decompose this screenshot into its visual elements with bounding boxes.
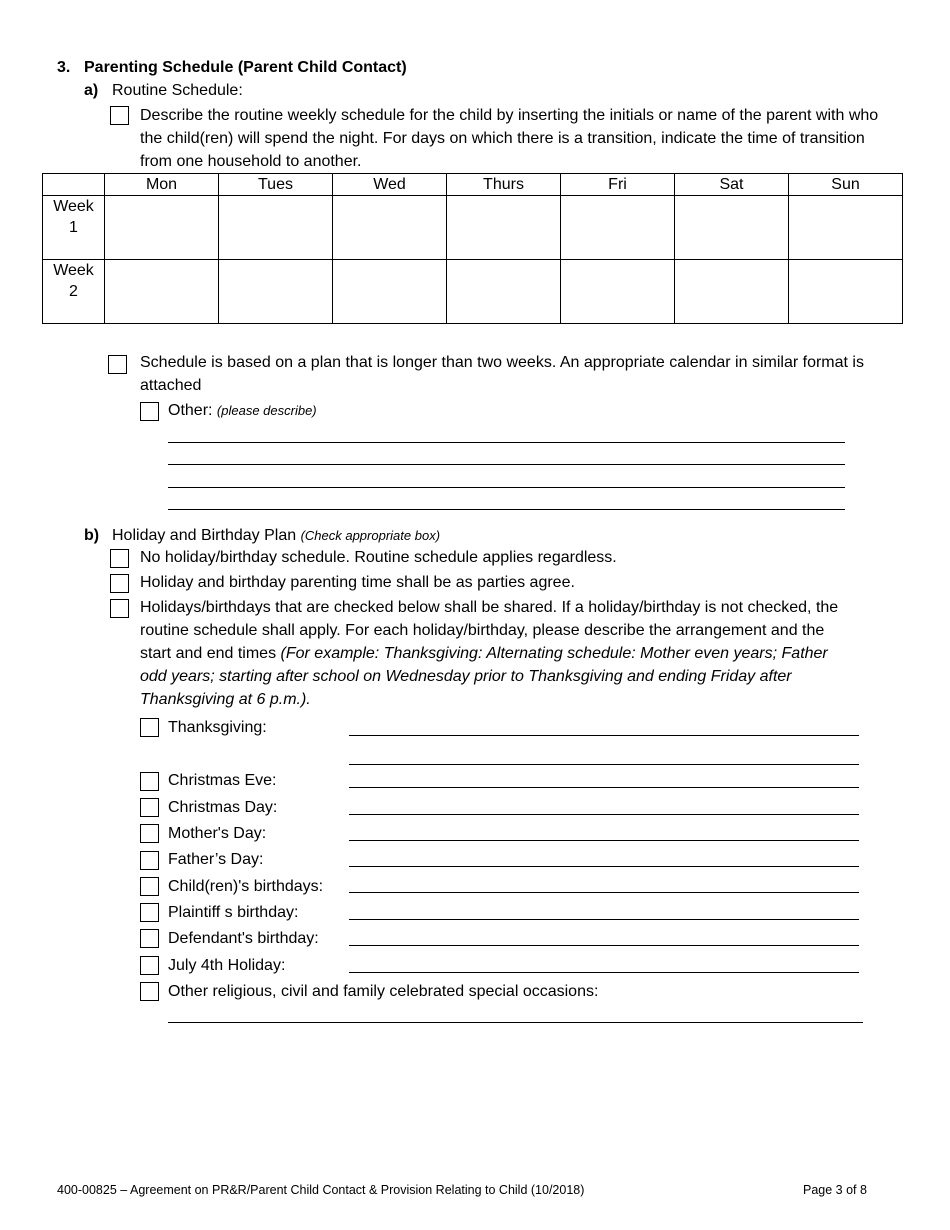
thanksgiving-line-1[interactable] bbox=[349, 735, 859, 736]
july-4th-label: July 4th Holiday: bbox=[168, 957, 286, 974]
defendants-birthday-checkbox[interactable] bbox=[140, 929, 159, 948]
week-1-mon-cell[interactable] bbox=[105, 196, 219, 260]
weekly-schedule-table bbox=[42, 173, 903, 324]
christmas-day-label: Christmas Day: bbox=[168, 799, 278, 816]
christmas-eve-label: Christmas Eve: bbox=[168, 772, 277, 789]
other-schedule-label: Other: (please describe) bbox=[168, 402, 317, 419]
column-header-sun: Sun bbox=[789, 174, 903, 196]
childrens-birthdays-checkbox[interactable] bbox=[140, 877, 159, 896]
childrens-birthdays-label: Child(ren)'s birthdays: bbox=[168, 878, 324, 895]
plaintiffs-birthday-label: Plaintiff s birthday: bbox=[168, 904, 299, 921]
mothers-day-label: Mother's Day: bbox=[168, 825, 267, 842]
section-number: 3. bbox=[57, 59, 71, 76]
fathers-day-line[interactable] bbox=[349, 866, 859, 867]
parties-agree-text: Holiday and birthday parenting time shall be as parties agree. bbox=[140, 574, 575, 591]
other-description-line-3[interactable] bbox=[168, 487, 845, 488]
routine-title: Routine Schedule: bbox=[112, 82, 243, 99]
schedule-row-week-2 bbox=[43, 260, 903, 324]
week-2-thurs-cell[interactable] bbox=[447, 260, 561, 324]
week-2-fri-cell[interactable] bbox=[561, 260, 675, 324]
holiday-letter: b) bbox=[84, 527, 100, 544]
week-2-sat-cell[interactable] bbox=[675, 260, 789, 324]
mothers-day-checkbox[interactable] bbox=[140, 824, 159, 843]
july-4th-checkbox[interactable] bbox=[140, 956, 159, 975]
christmas-eve-line[interactable] bbox=[349, 787, 859, 788]
thanksgiving-line-2[interactable] bbox=[349, 764, 859, 765]
week-2-sun-cell[interactable] bbox=[789, 260, 903, 324]
other-occasions-line[interactable] bbox=[168, 1022, 863, 1023]
schedule-row-week-1 bbox=[43, 196, 903, 260]
other-schedule-hint: (please describe) bbox=[216, 403, 317, 418]
week-1-sun-cell[interactable] bbox=[789, 196, 903, 260]
week-1-sat-cell[interactable] bbox=[675, 196, 789, 260]
shared-holidays-checkbox[interactable] bbox=[110, 599, 129, 618]
row-label-week-1: Week 1 bbox=[43, 196, 105, 260]
week-1-thurs-cell[interactable] bbox=[447, 196, 561, 260]
week-2-wed-cell[interactable] bbox=[333, 260, 447, 324]
week-1-fri-cell[interactable] bbox=[561, 196, 675, 260]
shared-holidays-text: Holidays/birthdays that are checked below shall be shared. If a holiday/birthday is not checked, the routine schedule shall apply. For each holiday/birthday, please describe the arrangement and the start and end times (For example: Thanksgiving: Alternating schedule: Mother even years; Father odd years; starting after school on Wednesday prior to Thanksgiving and ending Friday after Thanksgiving at 6 p.m.). bbox=[140, 599, 839, 708]
column-header-fri: Fri bbox=[561, 174, 675, 196]
thanksgiving-checkbox[interactable] bbox=[140, 718, 159, 737]
mothers-day-line[interactable] bbox=[349, 840, 859, 841]
footer-form-id: 400-00825 – Agreement on PR&R/Parent Child Contact & Provision Relating to Child (10/2018) bbox=[57, 1183, 585, 1197]
longer-plan-text: Schedule is based on a plan that is longer than two weeks. An appropriate calendar in similar format is attached bbox=[140, 354, 864, 394]
week-1-wed-cell[interactable] bbox=[333, 196, 447, 260]
other-description-line-1[interactable] bbox=[168, 442, 845, 443]
column-header-wed: Wed bbox=[333, 174, 447, 196]
routine-description: Describe the routine weekly schedule for the child by inserting the initials or name of the parent with who the child(ren) will spend the night. For days on which there is a transition, indicate the time of transition from one household to another. bbox=[140, 107, 879, 170]
schedule-header-row bbox=[43, 174, 903, 196]
week-2-mon-cell[interactable] bbox=[105, 260, 219, 324]
christmas-day-line[interactable] bbox=[349, 814, 859, 815]
column-header-sat: Sat bbox=[675, 174, 789, 196]
footer-page-number: Page 3 of 8 bbox=[803, 1183, 867, 1197]
routine-description-checkbox[interactable] bbox=[110, 106, 129, 125]
routine-letter: a) bbox=[84, 82, 99, 99]
column-header-mon: Mon bbox=[105, 174, 219, 196]
july-4th-line[interactable] bbox=[349, 972, 859, 973]
fathers-day-label: Father’s Day: bbox=[168, 851, 264, 868]
childrens-birthdays-line[interactable] bbox=[349, 892, 859, 893]
holiday-title-hint: (Check appropriate box) bbox=[300, 528, 441, 543]
christmas-eve-checkbox[interactable] bbox=[140, 772, 159, 791]
section-title: Parenting Schedule (Parent Child Contact) bbox=[84, 59, 407, 76]
thanksgiving-label: Thanksgiving: bbox=[168, 719, 267, 736]
schedule-corner-cell bbox=[43, 174, 105, 196]
christmas-day-checkbox[interactable] bbox=[140, 798, 159, 817]
week-2-tues-cell[interactable] bbox=[219, 260, 333, 324]
week-1-tues-cell[interactable] bbox=[219, 196, 333, 260]
fathers-day-checkbox[interactable] bbox=[140, 851, 159, 870]
other-occasions-label: Other religious, civil and family celebrated special occasions: bbox=[168, 983, 599, 1000]
no-holiday-schedule-checkbox[interactable] bbox=[110, 549, 129, 568]
column-header-tues: Tues bbox=[219, 174, 333, 196]
holiday-title: Holiday and Birthday Plan (Check appropriate box) bbox=[112, 527, 441, 544]
no-holiday-schedule-text: No holiday/birthday schedule. Routine schedule applies regardless. bbox=[140, 549, 617, 566]
plaintiffs-birthday-checkbox[interactable] bbox=[140, 903, 159, 922]
plaintiffs-birthday-line[interactable] bbox=[349, 919, 859, 920]
other-schedule-checkbox[interactable] bbox=[140, 402, 159, 421]
defendants-birthday-label: Defendant's birthday: bbox=[168, 930, 319, 947]
shared-holidays-example: (For example: Thanksgiving: Alternating schedule: Mother even years; Father odd years; starting after school on Wednesday prior to Thanksgiving and ending Friday after Thanksgiving at 6 p.m.). bbox=[140, 645, 828, 708]
other-description-line-2[interactable] bbox=[168, 464, 845, 465]
row-label-week-2: Week 2 bbox=[43, 260, 105, 324]
longer-plan-checkbox[interactable] bbox=[108, 355, 127, 374]
column-header-thurs: Thurs bbox=[447, 174, 561, 196]
parties-agree-checkbox[interactable] bbox=[110, 574, 129, 593]
other-occasions-checkbox[interactable] bbox=[140, 982, 159, 1001]
defendants-birthday-line[interactable] bbox=[349, 945, 859, 946]
other-description-line-4[interactable] bbox=[168, 509, 845, 510]
